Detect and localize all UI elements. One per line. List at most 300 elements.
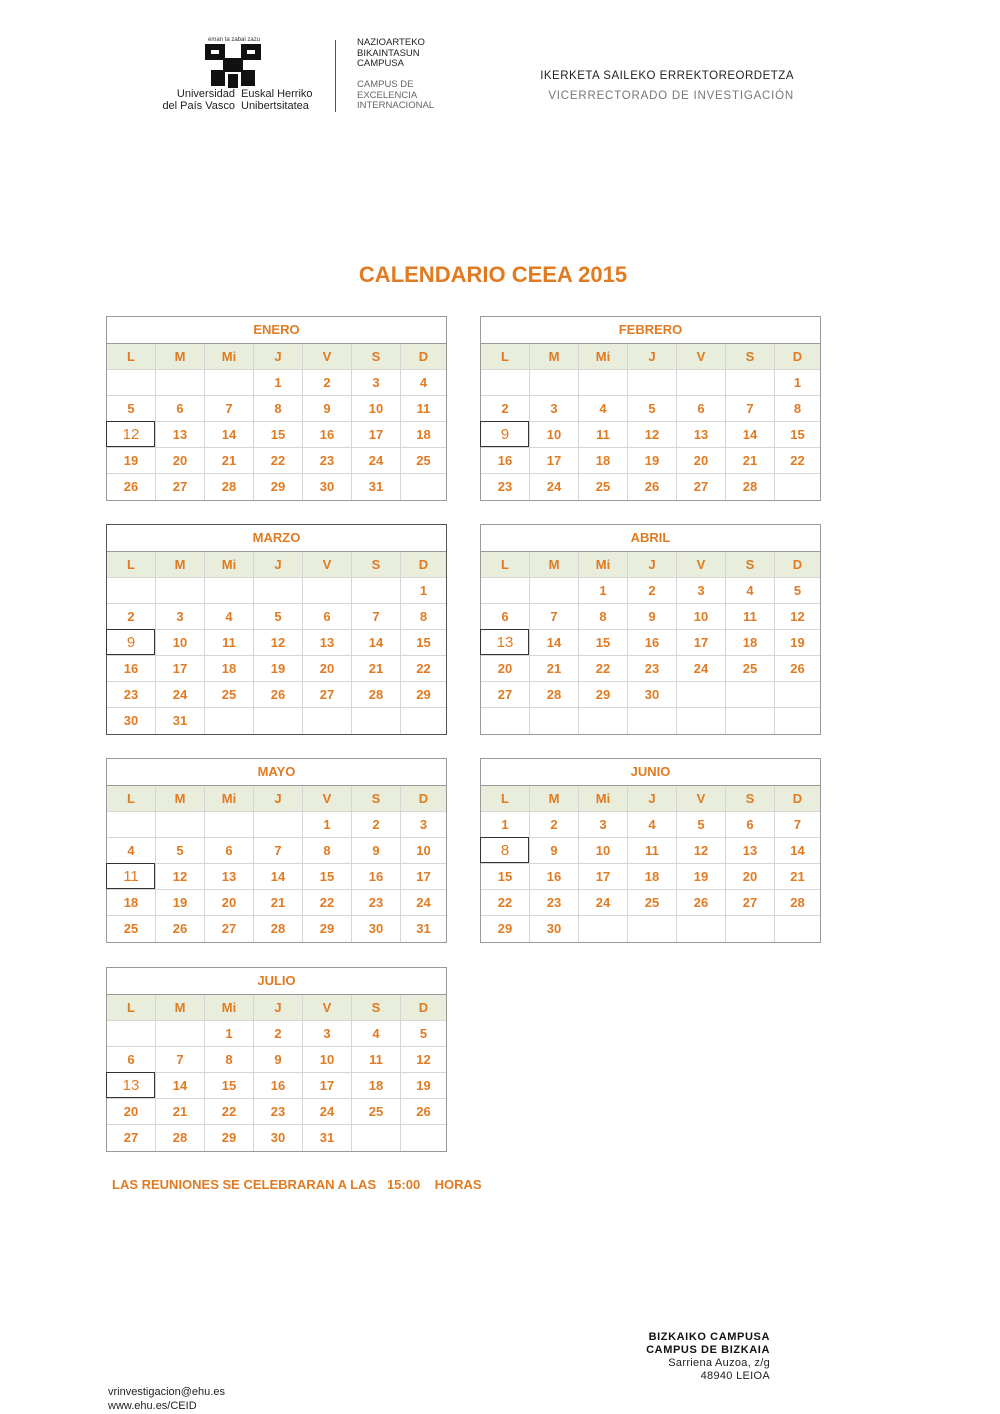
day-cell — [254, 708, 303, 734]
day-cell: 21 — [726, 448, 775, 473]
day-cell: 12 — [628, 422, 677, 447]
day-cell: 27 — [481, 682, 530, 707]
day-cell: 27 — [156, 474, 205, 500]
weekday-label: L — [107, 552, 156, 577]
campus-label-eu-line2: BIKAINTASUN — [357, 47, 420, 59]
week-row — [107, 656, 446, 682]
day-cell: 20 — [205, 890, 254, 915]
weekday-label: L — [107, 344, 156, 369]
day-cell — [107, 370, 156, 395]
day-cell — [481, 578, 530, 603]
weekday-label: V — [677, 552, 726, 577]
week-row — [481, 916, 820, 942]
day-cell: 5 — [156, 838, 205, 863]
day-cell: 2 — [303, 370, 352, 395]
day-cell: 16 — [107, 656, 156, 681]
day-cell: 26 — [790, 661, 805, 676]
day-cell: 18 — [416, 427, 431, 442]
weekday-label: L — [481, 786, 530, 811]
address-street: Sarriena Auzoa, z/g — [668, 1357, 770, 1369]
day-cell: 11 — [352, 1047, 401, 1072]
day-cell — [303, 708, 352, 734]
day-cell: 15 — [303, 864, 352, 889]
day-cell: 12 — [677, 838, 726, 863]
weekday-label: M — [156, 786, 205, 811]
weekday-label: Mi — [579, 552, 628, 577]
weekday-header-row — [107, 786, 446, 812]
day-cell: 9 — [628, 604, 677, 629]
day-cell: 3 — [352, 370, 401, 395]
day-cell: 3 — [303, 1021, 352, 1046]
weekday-label: V — [303, 344, 352, 369]
day-cell: 18 — [107, 890, 156, 915]
week-row — [481, 370, 820, 396]
day-cell: 12 — [790, 609, 805, 624]
day-cell: 29 — [254, 474, 303, 500]
week-row — [481, 604, 820, 630]
address-postal: 48940 LEIOA — [700, 1370, 770, 1382]
weekday-label: L — [481, 344, 530, 369]
day-cell: 30 — [530, 916, 579, 942]
day-cell: 20 — [726, 864, 775, 889]
day-cell: 5 — [254, 604, 303, 629]
day-cell: 22 — [481, 890, 530, 915]
weekday-label: D — [792, 557, 803, 572]
weekday-label: D — [792, 791, 803, 806]
day-cell: 4 — [628, 812, 677, 837]
weekday-label: V — [303, 995, 352, 1020]
day-cell: 14 — [254, 864, 303, 889]
day-cell — [205, 578, 254, 603]
day-cell — [156, 812, 205, 837]
weekday-label: S — [352, 995, 401, 1020]
day-cell: 11 — [205, 630, 254, 655]
day-cell — [303, 578, 352, 603]
day-cell: 15 — [579, 630, 628, 655]
day-cell: 7 — [530, 604, 579, 629]
day-cell: 3 — [530, 396, 579, 421]
day-cell: 20 — [303, 656, 352, 681]
month-name: ABRIL — [481, 525, 820, 552]
day-cell: 26 — [416, 1104, 431, 1119]
month-name: JUNIO — [481, 759, 820, 786]
day-cell: 19 — [628, 448, 677, 473]
day-cell: 25 — [205, 682, 254, 707]
day-cell: 26 — [156, 916, 205, 942]
day-cell: 19 — [677, 864, 726, 889]
day-cell — [401, 1125, 446, 1151]
weekday-label: S — [352, 786, 401, 811]
week-row — [107, 630, 446, 656]
day-cell: 22 — [205, 1099, 254, 1124]
day-cell: 27 — [205, 916, 254, 942]
day-cell: 1 — [303, 812, 352, 837]
week-row — [107, 1125, 446, 1151]
week-row — [481, 864, 820, 890]
day-cell: 24 — [677, 656, 726, 681]
day-cell: 30 — [254, 1125, 303, 1151]
day-cell: 28 — [205, 474, 254, 500]
day-cell: 6 — [107, 1047, 156, 1072]
day-cell: 10 — [530, 422, 579, 447]
day-cell: 29 — [416, 687, 431, 702]
weekday-label: D — [792, 349, 803, 364]
day-cell: 2 — [254, 1021, 303, 1046]
day-cell: 19 — [790, 635, 805, 650]
day-cell: 8 — [205, 1047, 254, 1072]
day-cell: 25 — [352, 1099, 401, 1124]
day-cell: 22 — [416, 661, 431, 676]
day-cell: 28 — [530, 682, 579, 707]
day-cell: 6 — [677, 396, 726, 421]
day-cell: 2 — [107, 604, 156, 629]
week-row — [107, 812, 446, 838]
day-cell: 22 — [790, 453, 805, 468]
day-cell: 9 — [352, 838, 401, 863]
day-cell: 17 — [530, 448, 579, 473]
week-row — [107, 864, 446, 890]
day-cell: 1 — [419, 583, 428, 598]
week-row — [481, 474, 820, 500]
day-cell: 31 — [303, 1125, 352, 1151]
day-cell: 6 — [205, 838, 254, 863]
weekday-label: S — [726, 344, 775, 369]
university-emblem-icon — [205, 40, 261, 90]
weekday-header-row — [107, 344, 446, 370]
day-cell: 16 — [530, 864, 579, 889]
day-cell: 26 — [628, 474, 677, 500]
weekday-label: D — [418, 557, 429, 572]
week-row — [107, 422, 446, 448]
month-febrero — [480, 316, 821, 501]
day-cell — [775, 916, 820, 942]
day-cell — [726, 708, 775, 734]
day-cell: 28 — [726, 474, 775, 500]
day-cell: 24 — [530, 474, 579, 500]
day-cell: 21 — [156, 1099, 205, 1124]
day-cell: 3 — [579, 812, 628, 837]
day-cell: 1 — [481, 812, 530, 837]
day-cell: 13 — [726, 838, 775, 863]
day-cell: 22 — [579, 656, 628, 681]
day-cell: 17 — [156, 656, 205, 681]
day-cell — [775, 682, 820, 707]
week-row — [107, 1099, 446, 1125]
week-row — [107, 1021, 446, 1047]
day-cell: 15 — [205, 1073, 254, 1098]
day-cell — [352, 578, 401, 603]
campus-label-es — [357, 80, 457, 112]
day-cell: 16 — [352, 864, 401, 889]
meeting-day-cell: 9 — [481, 422, 530, 447]
day-cell: 3 — [419, 817, 428, 832]
day-cell: 7 — [726, 396, 775, 421]
weekday-label: V — [303, 786, 352, 811]
weekday-label: D — [418, 349, 429, 364]
day-cell: 13 — [205, 864, 254, 889]
day-cell: 31 — [416, 921, 431, 936]
week-row — [481, 578, 820, 604]
day-cell: 8 — [419, 609, 428, 624]
day-cell: 17 — [579, 864, 628, 889]
day-cell: 21 — [352, 656, 401, 681]
day-cell: 28 — [254, 916, 303, 942]
day-cell: 29 — [303, 916, 352, 942]
day-cell — [156, 370, 205, 395]
week-row — [481, 396, 820, 422]
week-row — [481, 422, 820, 448]
week-row — [481, 890, 820, 916]
meeting-day-cell: 12 — [107, 422, 156, 447]
day-cell: 30 — [352, 916, 401, 942]
day-cell — [156, 1021, 205, 1046]
weekday-label: J — [628, 552, 677, 577]
day-cell: 18 — [628, 864, 677, 889]
week-row — [107, 370, 446, 396]
day-cell: 17 — [303, 1073, 352, 1098]
day-cell: 25 — [416, 453, 431, 468]
weekday-label: Mi — [205, 344, 254, 369]
day-cell: 28 — [156, 1125, 205, 1151]
day-cell: 6 — [481, 604, 530, 629]
week-row — [107, 474, 446, 500]
day-cell — [530, 708, 579, 734]
day-cell: 10 — [677, 604, 726, 629]
day-cell: 25 — [726, 656, 775, 681]
vicerectorate-es: VICERRECTORADO DE INVESTIGACIÓN — [548, 90, 794, 102]
day-cell: 21 — [205, 448, 254, 473]
week-row — [107, 890, 446, 916]
day-cell: 1 — [254, 370, 303, 395]
week-row — [481, 630, 820, 656]
weekday-label: J — [254, 786, 303, 811]
day-cell: 24 — [352, 448, 401, 473]
day-cell — [401, 708, 446, 734]
logo-divider — [335, 40, 336, 112]
day-cell: 7 — [205, 396, 254, 421]
week-row — [481, 812, 820, 838]
campus-name-eu: BIZKAIKO CAMPUSA — [648, 1331, 770, 1343]
weekday-label: J — [254, 552, 303, 577]
day-cell: 23 — [303, 448, 352, 473]
day-cell: 13 — [303, 630, 352, 655]
day-cell: 12 — [156, 864, 205, 889]
day-cell — [107, 578, 156, 603]
week-row — [107, 396, 446, 422]
day-cell: 5 — [793, 583, 802, 598]
university-name-eu — [241, 88, 331, 112]
day-cell: 19 — [156, 890, 205, 915]
weekday-label: V — [303, 552, 352, 577]
day-cell — [726, 682, 775, 707]
day-cell: 14 — [530, 630, 579, 655]
weekday-label: Mi — [205, 552, 254, 577]
day-cell: 21 — [254, 890, 303, 915]
day-cell: 16 — [303, 422, 352, 447]
day-cell: 21 — [790, 869, 805, 884]
day-cell: 4 — [726, 578, 775, 603]
day-cell — [775, 708, 820, 734]
weekday-label: Mi — [579, 786, 628, 811]
day-cell: 6 — [726, 812, 775, 837]
weekday-label: L — [481, 552, 530, 577]
day-cell: 27 — [107, 1125, 156, 1151]
day-cell: 23 — [107, 682, 156, 707]
day-cell: 4 — [205, 604, 254, 629]
weekday-header-row — [481, 552, 820, 578]
weekday-label: S — [352, 552, 401, 577]
day-cell: 18 — [579, 448, 628, 473]
weekday-label: Mi — [205, 995, 254, 1020]
day-cell: 23 — [481, 474, 530, 500]
week-row — [481, 656, 820, 682]
day-cell: 30 — [303, 474, 352, 500]
month-marzo — [106, 524, 447, 735]
day-cell: 15 — [254, 422, 303, 447]
month-name: JULIO — [107, 968, 446, 995]
weekday-label: M — [156, 995, 205, 1020]
day-cell: 17 — [352, 422, 401, 447]
day-cell: 28 — [790, 895, 805, 910]
day-cell: 5 — [419, 1026, 428, 1041]
day-cell: 2 — [628, 578, 677, 603]
day-cell: 16 — [254, 1073, 303, 1098]
day-cell: 6 — [156, 396, 205, 421]
weekday-header-row — [107, 995, 446, 1021]
day-cell: 20 — [677, 448, 726, 473]
day-cell: 20 — [107, 1099, 156, 1124]
day-cell — [677, 370, 726, 395]
day-cell: 24 — [303, 1099, 352, 1124]
campus-name-es: CAMPUS DE BIZKAIA — [646, 1344, 770, 1356]
day-cell: 19 — [254, 656, 303, 681]
week-row — [107, 708, 446, 734]
campus-label-es-line1: CAMPUS DE — [357, 79, 414, 90]
month-junio — [480, 758, 821, 943]
contact-web[interactable]: www.ehu.es/CEID — [108, 1400, 197, 1412]
day-cell: 4 — [352, 1021, 401, 1046]
day-cell: 28 — [352, 682, 401, 707]
day-cell: 12 — [254, 630, 303, 655]
day-cell: 27 — [303, 682, 352, 707]
day-cell: 18 — [726, 630, 775, 655]
day-cell: 8 — [303, 838, 352, 863]
day-cell: 7 — [254, 838, 303, 863]
weekday-label: M — [156, 344, 205, 369]
day-cell: 25 — [579, 474, 628, 500]
day-cell: 14 — [790, 843, 805, 858]
day-cell: 12 — [416, 1052, 431, 1067]
weekday-label: V — [677, 786, 726, 811]
day-cell — [628, 708, 677, 734]
campus-label-eu — [357, 38, 457, 70]
university-name-es-line1: Universidad — [176, 88, 235, 100]
weekday-label: S — [726, 786, 775, 811]
contact-email[interactable]: vrinvestigacion@ehu.es — [108, 1386, 225, 1398]
day-cell: 11 — [579, 422, 628, 447]
day-cell — [156, 578, 205, 603]
weekday-header-row — [481, 344, 820, 370]
day-cell: 16 — [481, 448, 530, 473]
day-cell: 9 — [254, 1047, 303, 1072]
day-cell: 16 — [628, 630, 677, 655]
day-cell: 9 — [530, 838, 579, 863]
campus-label-eu-line3: CAMPUSA — [357, 58, 404, 69]
day-cell: 8 — [793, 401, 802, 416]
campus-label-eu-line1: NAZIOARTEKO — [357, 37, 425, 48]
weekday-header-row — [481, 786, 820, 812]
contact-info — [108, 1385, 225, 1413]
campus-address — [646, 1331, 770, 1383]
weekday-label: D — [418, 791, 429, 806]
day-cell — [481, 370, 530, 395]
day-cell: 1 — [793, 375, 802, 390]
month-name: MARZO — [107, 525, 446, 552]
day-cell: 27 — [726, 890, 775, 915]
week-row — [107, 682, 446, 708]
day-cell: 1 — [205, 1021, 254, 1046]
campus-label-es-line3: INTERNACIONAL — [357, 100, 435, 111]
university-name-es — [145, 88, 235, 112]
day-cell: 30 — [107, 708, 156, 734]
month-enero — [106, 316, 447, 501]
day-cell: 14 — [156, 1073, 205, 1098]
week-row — [107, 578, 446, 604]
day-cell — [628, 916, 677, 942]
day-cell — [579, 370, 628, 395]
day-cell: 31 — [156, 708, 205, 734]
day-cell — [579, 708, 628, 734]
week-row — [107, 916, 446, 942]
day-cell: 26 — [677, 890, 726, 915]
day-cell: 7 — [156, 1047, 205, 1072]
day-cell: 5 — [107, 396, 156, 421]
day-cell: 14 — [726, 422, 775, 447]
day-cell: 10 — [579, 838, 628, 863]
week-row — [107, 838, 446, 864]
day-cell: 2 — [352, 812, 401, 837]
day-cell — [530, 370, 579, 395]
day-cell — [352, 1125, 401, 1151]
week-row — [481, 682, 820, 708]
meeting-day-cell: 9 — [107, 630, 156, 655]
day-cell: 8 — [579, 604, 628, 629]
weekday-label: L — [107, 786, 156, 811]
day-cell: 29 — [205, 1125, 254, 1151]
weekday-label: S — [726, 552, 775, 577]
day-cell — [677, 708, 726, 734]
day-cell — [205, 370, 254, 395]
campus-label-es-line2: EXCELENCIA — [357, 89, 418, 101]
day-cell — [775, 474, 820, 500]
month-name: ENERO — [107, 317, 446, 344]
day-cell — [677, 682, 726, 707]
day-cell: 4 — [107, 838, 156, 863]
day-cell: 13 — [677, 422, 726, 447]
meeting-day-cell: 13 — [107, 1073, 156, 1098]
weekday-label: V — [677, 344, 726, 369]
day-cell: 7 — [793, 817, 802, 832]
weekday-header-row — [107, 552, 446, 578]
meeting-day-cell: 13 — [481, 630, 530, 655]
university-name-es-line2: del País Vasco — [162, 100, 235, 112]
day-cell: 22 — [303, 890, 352, 915]
weekday-label: S — [352, 344, 401, 369]
week-row — [107, 1047, 446, 1073]
vicerectorate-eu: IKERKETA SAILEKO ERREKTOREORDETZA — [540, 70, 794, 82]
day-cell: 18 — [205, 656, 254, 681]
day-cell: 10 — [416, 843, 431, 858]
